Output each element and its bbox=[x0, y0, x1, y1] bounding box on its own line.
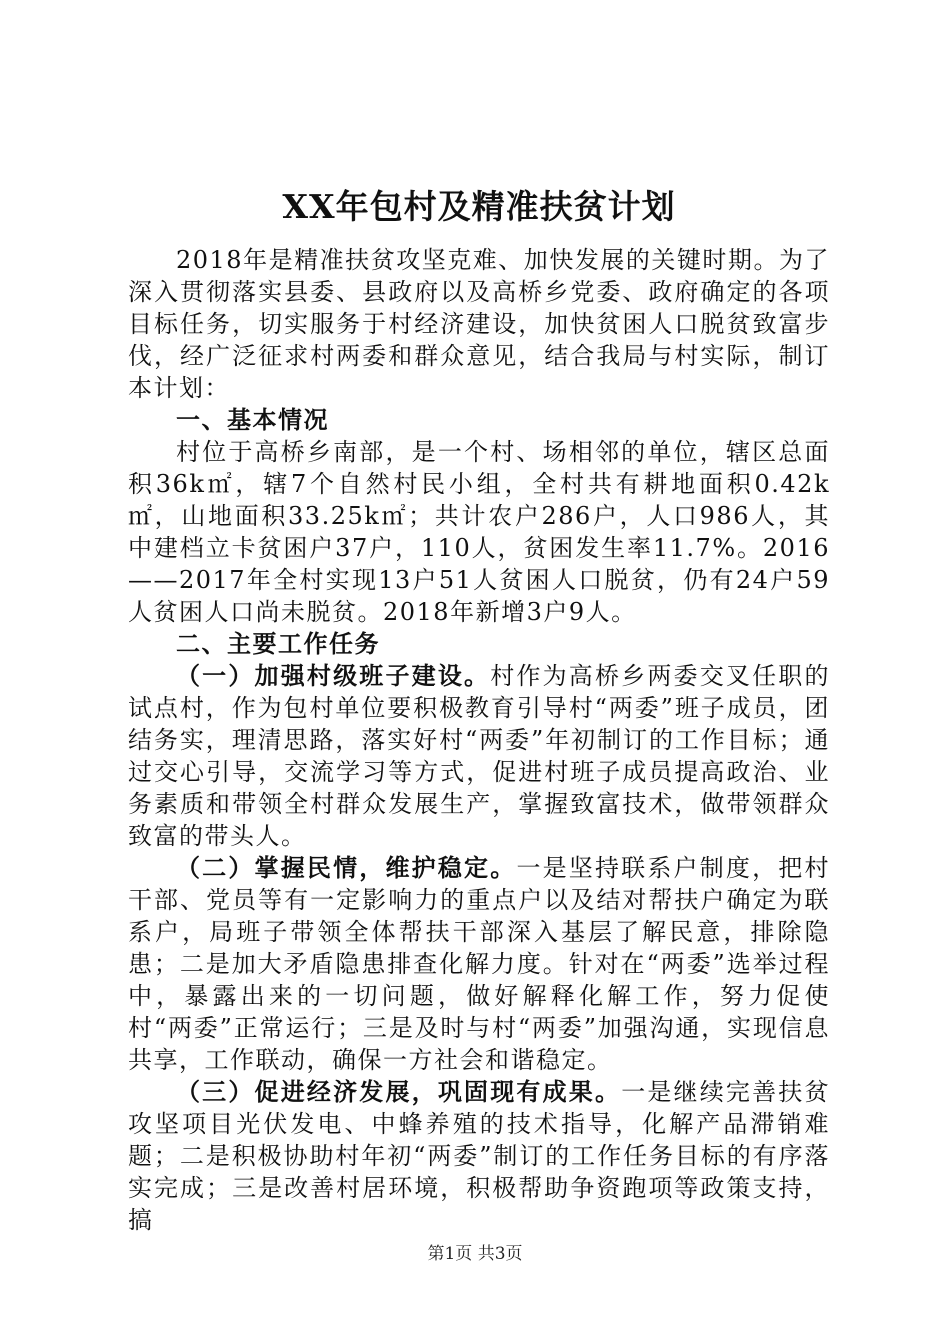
task-paragraph-1 bbox=[128, 660, 830, 852]
task-lead-2: （二）掌握民情，维护稳定。 bbox=[176, 854, 517, 882]
task-body-2: 一是坚持联系户制度，把村干部、党员等有一定影响力的重点户以及结对帮扶户确定为联系户，局班子带领全体帮扶干部深入基层了解民意，排除隐患；二是加大矛盾隐患排查化解力度。针对在“两委”选举过程中，暴露出来的一切问题，做好解释化解工作，努力促使村“两委”正常运行；三是及时与村“两委”加强沟通，实现信息共享，工作联动，确保一方社会和谐稳定。 bbox=[128, 854, 830, 1074]
section-heading-basic-situation: 一、基本情况 bbox=[176, 406, 329, 434]
document-title: XX年包村及精准扶贫计划 bbox=[282, 187, 676, 226]
section-heading-main-tasks: 二、主要工作任务 bbox=[176, 630, 380, 658]
task-lead-1: （一）加强村级班子建设。 bbox=[176, 662, 491, 690]
task-paragraph-2 bbox=[128, 852, 830, 1076]
task-lead-3: （三）促进经济发展，巩固现有成果。 bbox=[176, 1078, 622, 1106]
task-body-3: 一是继续完善扶贫攻坚项目光伏发电、中蜂养殖的技术指导，化解产品滞销难题；二是积极协助村年初“两委”制订的工作任务目标的有序落实完成；三是改善村居环境，积极帮助争资跑项等政策支持，搞 bbox=[128, 1078, 830, 1234]
intro-paragraph: 2018年是精准扶贫攻坚克难、加快发展的关键时期。为了深入贯彻落实县委、县政府以及高桥乡党委、政府确定的各项目标任务，切实服务于村经济建设，加快贫困人口脱贫致富步伐，经广泛征求村两委和群众意见，结合我局与村实际，制订本计划： bbox=[128, 246, 830, 402]
task-paragraph-3 bbox=[128, 1076, 830, 1236]
basic-situation-paragraph: 村位于高桥乡南部，是一个村、场相邻的单位，辖区总面积36k㎡，辖7个自然村民小组，全村共有耕地面积0.42k㎡，山地面积33.25k㎡；共计农户286户，人口986人，其中建档立卡贫困户37户，110人，贫困发生率11.7%。2016——2017年全村实现13户51人贫困人口脱贫，仍有24户59人贫困人口尚未脱贫。2018年新增3户9人。 bbox=[128, 438, 830, 626]
task-body-1: 村作为高桥乡两委交叉任职的试点村，作为包村单位要积极教育引导村“两委”班子成员，团结务实，理清思路，落实好村“两委”年初制订的工作目标；通过交心引导，交流学习等方式，促进村班子成员提高政治、业务素质和带领全村群众发展生产，掌握致富技术，做带领群众致富的带头人。 bbox=[128, 662, 830, 850]
page-number-footer: 第1页 共3页 bbox=[427, 1244, 523, 1264]
document-page bbox=[128, 180, 830, 1236]
